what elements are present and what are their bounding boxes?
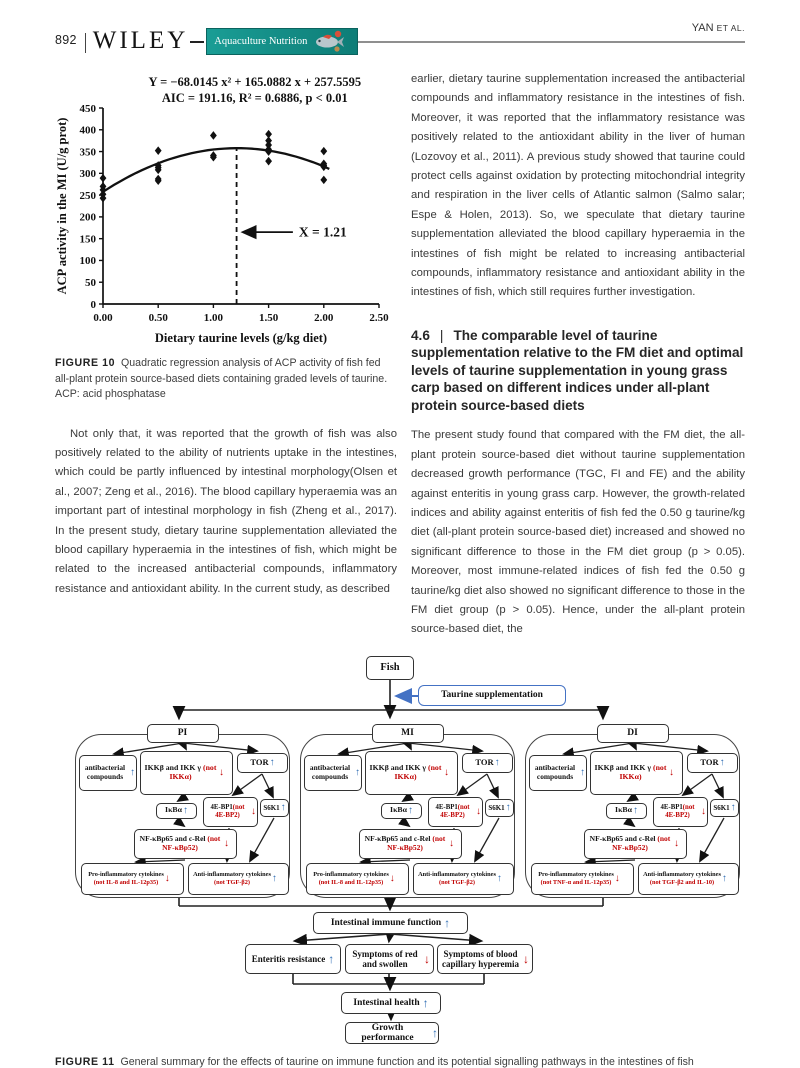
svg-text:450: 450 xyxy=(79,102,96,115)
svg-text:ACP activity in the MI (U/g pr: ACP activity in the MI (U/g prot) xyxy=(55,117,69,295)
growth-performance-node: Growth performance ↑ xyxy=(345,1022,439,1044)
antibacterial-compounds-node: antibacterial compounds ↑ xyxy=(79,755,137,791)
intestinal-immune-function-node: Intestinal immune function ↑ xyxy=(313,912,468,934)
anti-inflammatory-node: Anti-inflammatory cytokines (not TGF-β2 and IL-10) ↑ xyxy=(638,863,739,895)
anti-inflammatory-node: Anti-inflammatory cytokines (not TGF-β2) ↑ xyxy=(413,863,514,895)
pro-inflammatory-node: Pro-inflammatory cytokines (not IL-8 and IL-12p35) ↓ xyxy=(81,863,184,895)
ikk-node: IKKβ and IKK γ (not IKKα) ↓ xyxy=(590,751,683,795)
svg-text:2.00: 2.00 xyxy=(314,312,334,324)
svg-text:Dietary taurine levels (g/kg d: Dietary taurine levels (g/kg diet) xyxy=(154,331,328,345)
anti-inflammatory-node: Anti-inflammatory cytokines (not TGF-β2) ↑ xyxy=(188,863,289,895)
svg-text:250: 250 xyxy=(79,189,96,202)
section-heading: 4.6 | The comparable level of taurine supplementation relative to the FM diet and optimal levels of taurine supplementation in young grass carp based on different indices under all-plant protein source-based diets xyxy=(411,327,744,413)
s6k1-node: S6K1 ↑ xyxy=(485,799,514,817)
taurine-supplementation-node: Taurine supplementation xyxy=(418,685,566,706)
s6k1-node: S6K1 ↑ xyxy=(260,799,289,817)
4e-bp1-node: 4E-BP1(not 4E-BP2) ↓ xyxy=(653,797,708,827)
figure10-caption-label: FIGURE 10 xyxy=(55,357,116,369)
antibacterial-compounds-node: antibacterial compounds ↑ xyxy=(529,755,587,791)
svg-text:X = 1.21: X = 1.21 xyxy=(298,224,347,240)
enteritis-resistance-node: Enteritis resistance ↑ xyxy=(245,944,341,974)
tor-node: TOR ↑ xyxy=(462,753,513,773)
red-swollen-node: Symptoms of red and swollen ↓ xyxy=(345,944,434,974)
svg-text:2.50: 2.50 xyxy=(369,312,389,324)
journal-banner xyxy=(206,28,358,55)
panel-title: PI xyxy=(147,724,219,743)
svg-text:Y = −68.0145 x² + 165.0882 x +: Y = −68.0145 x² + 165.0882 x + 257.5595 xyxy=(148,75,362,89)
right-paragraph-1: earlier, dietary taurine supplementation increased the antibacterial compounds and inflammatory resistance in the intestines of fish. Moreover, it was reported that the inflammatory resistance was positively related to the antioxidant ability in the liver of human (Lozovoy et al., 2011). A previous study showed that taurine could protect cells against oxidation by protecting mitochondrial integrity and respiration in the liver cells of Atlantic salmon (Salmo salar; Espe & Holen, 2013). So, we speculate that dietary taurine supplementation alleviated the blood capillary hyperaemia in the intestines of fish might be related to increasing antibacterial compounds, inflammatory resistance and antioxidant ability in the intestines of fish, which still requires further investigation. xyxy=(411,73,745,299)
figure10-chart xyxy=(55,70,395,350)
svg-text:AIC = 191.16, R² = 0.6886, p <: AIC = 191.16, R² = 0.6886, p < 0.01 xyxy=(161,91,348,105)
4e-bp1-node: 4E-BP1(not 4E-BP2) ↓ xyxy=(203,797,258,827)
page-header xyxy=(55,18,745,62)
figure11-diagram xyxy=(55,654,745,1046)
logo-rule xyxy=(190,41,204,43)
nfkb-node: NF-κBp65 and c-Rel (not NF-κBp52) ↓ xyxy=(134,829,237,859)
page-number: 892 xyxy=(55,33,77,47)
svg-text:50: 50 xyxy=(85,277,96,290)
pro-inflammatory-node: Pro-inflammatory cytokines (not TNF-α and IL-12p35) ↓ xyxy=(531,863,634,895)
ikba-node: IκBα ↑ xyxy=(156,803,197,819)
svg-text:0.50: 0.50 xyxy=(148,312,168,324)
running-head: YAN ET AL. xyxy=(691,22,745,34)
4e-bp1-node: 4E-BP1(not 4E-BP2) ↓ xyxy=(428,797,483,827)
figure11-panel-di xyxy=(525,727,740,898)
pro-inflammatory-node: Pro-inflammatory cytokines (not IL-8 and IL-12p35) ↓ xyxy=(306,863,409,895)
svg-text:0: 0 xyxy=(90,298,96,311)
svg-text:300: 300 xyxy=(79,168,96,181)
s6k1-node: S6K1 ↑ xyxy=(710,799,739,817)
figure11-panel-mi xyxy=(300,727,515,898)
right-paragraph-2: The present study found that compared with the FM diet, the all-plant protein source-based diet without taurine supplementation decreased growth performance (TGC, FI and FE) and the ability against enteritis in young grass carp. However, the growth-related indices and ability against enteritis of fish fed the 0.50 g taurine/kg diet (all-plant protein source-based diet) increased and showed no significant difference to those in the FM diet group (p > 0.05). Moreover, most immune-related indices of fish fed the 0.50 g taurine/kg diet also showed no significant difference to those in the FM diet group (p > 0.05). Hence, under the all-plant protein source-based diet, the xyxy=(411,429,745,636)
svg-text:400: 400 xyxy=(79,124,96,137)
ikk-node: IKKβ and IKK γ (not IKKα) ↓ xyxy=(140,751,233,795)
tor-node: TOR ↑ xyxy=(687,753,738,773)
figure11-caption-label: FIGURE 11 xyxy=(55,1055,115,1068)
header-rule xyxy=(358,41,745,43)
blood-capillary-hyperemia-node: Symptoms of blood capillary hyperemia ↓ xyxy=(437,944,533,974)
panel-title: MI xyxy=(372,724,444,743)
ikk-node: IKKβ and IKK γ (not IKKα) ↓ xyxy=(365,751,458,795)
figure10-caption: FIGURE 10 Quadratic regression analysis of ACP activity of fish fed all-plant protein source-based diets containing graded levels of taurine. ACP: acid phosphatase xyxy=(55,357,388,400)
panel-title: DI xyxy=(597,724,669,743)
antibacterial-compounds-node: antibacterial compounds ↑ xyxy=(304,755,362,791)
nfkb-node: NF-κBp65 and c-Rel (not NF-κBp52) ↓ xyxy=(359,829,462,859)
journal-title: Aquaculture Nutrition xyxy=(214,35,308,47)
publisher-logo: WILEY xyxy=(92,27,189,54)
svg-text:100: 100 xyxy=(79,255,96,268)
nfkb-node: NF-κBp65 and c-Rel (not NF-κBp52) ↓ xyxy=(584,829,687,859)
svg-text:0.00: 0.00 xyxy=(93,312,113,324)
two-column-body xyxy=(55,70,745,640)
svg-text:1.50: 1.50 xyxy=(258,312,279,324)
svg-text:350: 350 xyxy=(79,146,96,159)
left-paragraph: Not only that, it was reported that the growth of fish was also positively related to the ability of nutrients uptake in the intestines, which could be partly influenced by intestinal morphology(Olsen et al., 2007; Zeng et al., 2016). The blood capillary hyperaemia was an important part of intestinal morphology in fish (Zheng et al., 2017). In the present study, dietary taurine supplementation alleviated the blood capillary hyperaemia in the intestines of fish, which might be related to the increased antibacterial compounds, inflammatory resistance and antioxidant ability. In the current study, as described xyxy=(55,427,397,595)
fish-illustration-icon xyxy=(311,29,345,53)
svg-text:1.00: 1.00 xyxy=(203,312,224,324)
header-divider xyxy=(85,33,86,53)
figure11-panel-pi xyxy=(75,727,290,898)
left-column xyxy=(55,70,397,640)
intestinal-health-node: Intestinal health ↑ xyxy=(341,992,441,1014)
fish-node: Fish xyxy=(366,656,414,680)
figure11-caption: FIGURE 11 General summary for the effects of taurine on immune function and its potential signalling pathways in the intestines of fish xyxy=(55,1055,694,1068)
right-column xyxy=(411,70,745,640)
ikba-node: IκBα ↑ xyxy=(381,803,422,819)
ikba-node: IκBα ↑ xyxy=(606,803,647,819)
tor-node: TOR ↑ xyxy=(237,753,288,773)
svg-text:200: 200 xyxy=(79,211,96,224)
svg-text:150: 150 xyxy=(79,233,96,246)
